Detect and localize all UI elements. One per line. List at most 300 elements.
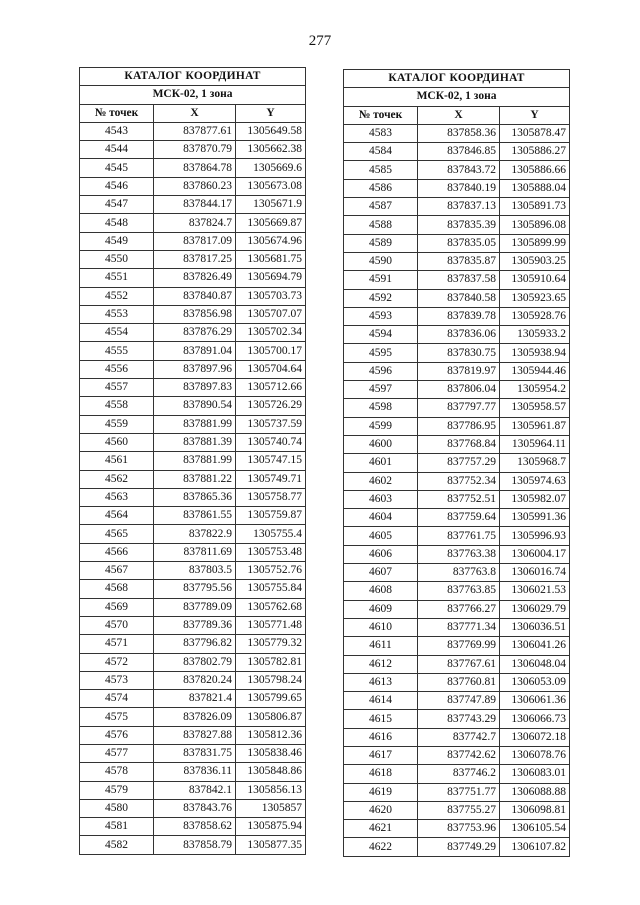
table-row <box>80 507 306 525</box>
table-row <box>80 415 306 433</box>
x-coordinate-cell: 837761.75 <box>418 527 500 545</box>
table-row <box>344 289 570 307</box>
table-row <box>344 527 570 545</box>
x-coordinate-cell: 837860.23 <box>154 177 236 195</box>
table-row <box>80 305 306 323</box>
y-coordinate-cell: 1305673.08 <box>236 177 306 195</box>
x-coordinate-cell: 837837.13 <box>418 198 500 216</box>
table-row <box>80 342 306 360</box>
y-coordinate-cell: 1305712.66 <box>236 379 306 397</box>
x-coordinate-cell: 837843.72 <box>418 161 500 179</box>
y-coordinate-cell: 1306072.18 <box>500 728 570 746</box>
x-coordinate-cell: 837755.27 <box>418 801 500 819</box>
table-row <box>344 161 570 179</box>
point-number-cell: 4569 <box>80 598 154 616</box>
x-coordinate-cell: 837797.77 <box>418 399 500 417</box>
x-coordinate-cell: 837858.36 <box>418 124 500 142</box>
table-row <box>80 781 306 799</box>
x-coordinate-cell: 837767.61 <box>418 655 500 673</box>
point-number-cell: 4567 <box>80 562 154 580</box>
point-number-cell: 4601 <box>344 454 418 472</box>
point-number-cell: 4578 <box>80 763 154 781</box>
point-number-cell: 4621 <box>344 820 418 838</box>
x-coordinate-cell: 837836.06 <box>418 326 500 344</box>
table-row <box>80 250 306 268</box>
table-row <box>80 690 306 708</box>
x-coordinate-cell: 837826.09 <box>154 708 236 726</box>
x-coordinate-cell: 837747.89 <box>418 692 500 710</box>
header-point-number: № точек <box>80 104 154 122</box>
x-coordinate-cell: 837844.17 <box>154 196 236 214</box>
point-number-cell: 4593 <box>344 307 418 325</box>
y-coordinate-cell: 1305747.15 <box>236 452 306 470</box>
x-coordinate-cell: 837795.56 <box>154 580 236 598</box>
table-row <box>80 653 306 671</box>
table-row <box>80 598 306 616</box>
point-number-cell: 4609 <box>344 600 418 618</box>
point-number-cell: 4572 <box>80 653 154 671</box>
x-coordinate-cell: 837753.96 <box>418 820 500 838</box>
point-number-cell: 4586 <box>344 179 418 197</box>
point-number-cell: 4583 <box>344 124 418 142</box>
y-coordinate-cell: 1305740.74 <box>236 433 306 451</box>
y-coordinate-cell: 1305669.6 <box>236 159 306 177</box>
table-row <box>80 324 306 342</box>
x-coordinate-cell: 837820.24 <box>154 671 236 689</box>
y-coordinate-cell: 1305681.75 <box>236 250 306 268</box>
x-coordinate-cell: 837846.85 <box>418 143 500 161</box>
table-row <box>80 708 306 726</box>
table-row <box>80 635 306 653</box>
y-coordinate-cell: 1305669.87 <box>236 214 306 232</box>
table-row <box>344 179 570 197</box>
x-coordinate-cell: 837759.64 <box>418 509 500 527</box>
point-number-cell: 4575 <box>80 708 154 726</box>
x-coordinate-cell: 837876.29 <box>154 324 236 342</box>
point-number-cell: 4618 <box>344 765 418 783</box>
table-row <box>344 216 570 234</box>
point-number-cell: 4585 <box>344 161 418 179</box>
y-coordinate-cell: 1305991.36 <box>500 509 570 527</box>
point-number-cell: 4560 <box>80 433 154 451</box>
point-number-cell: 4570 <box>80 616 154 634</box>
x-coordinate-cell: 837890.54 <box>154 397 236 415</box>
y-coordinate-cell: 1305759.87 <box>236 507 306 525</box>
point-number-cell: 4568 <box>80 580 154 598</box>
x-coordinate-cell: 837763.85 <box>418 582 500 600</box>
y-coordinate-cell: 1305857 <box>236 799 306 817</box>
table-row <box>344 435 570 453</box>
point-number-cell: 4613 <box>344 673 418 691</box>
table-row <box>80 269 306 287</box>
y-coordinate-cell: 1305933.2 <box>500 326 570 344</box>
x-coordinate-cell: 837840.58 <box>418 289 500 307</box>
point-number-cell: 4563 <box>80 488 154 506</box>
point-number-cell: 4581 <box>80 818 154 836</box>
table-row <box>344 472 570 490</box>
x-coordinate-cell: 837817.25 <box>154 250 236 268</box>
table-row <box>80 122 306 140</box>
y-coordinate-cell: 1305896.08 <box>500 216 570 234</box>
table-row <box>80 726 306 744</box>
point-number-cell: 4594 <box>344 326 418 344</box>
x-coordinate-cell: 837802.79 <box>154 653 236 671</box>
table-row <box>344 673 570 691</box>
y-coordinate-cell: 1305903.25 <box>500 252 570 270</box>
point-number-cell: 4573 <box>80 671 154 689</box>
header-x: X <box>418 106 500 124</box>
y-coordinate-cell: 1305758.77 <box>236 488 306 506</box>
table-row <box>344 692 570 710</box>
x-coordinate-cell: 837827.88 <box>154 726 236 744</box>
table-row <box>344 198 570 216</box>
table-row <box>80 287 306 305</box>
table-row <box>80 488 306 506</box>
y-coordinate-cell: 1305749.71 <box>236 470 306 488</box>
y-coordinate-cell: 1305910.64 <box>500 271 570 289</box>
x-coordinate-cell: 837817.09 <box>154 232 236 250</box>
point-number-cell: 4579 <box>80 781 154 799</box>
x-coordinate-cell: 837835.39 <box>418 216 500 234</box>
x-coordinate-cell: 837837.58 <box>418 271 500 289</box>
x-coordinate-cell: 837881.99 <box>154 415 236 433</box>
x-coordinate-cell: 837897.83 <box>154 379 236 397</box>
table-row <box>80 671 306 689</box>
table-row <box>344 746 570 764</box>
point-number-cell: 4552 <box>80 287 154 305</box>
point-number-cell: 4608 <box>344 582 418 600</box>
y-coordinate-cell: 1306061.36 <box>500 692 570 710</box>
point-number-cell: 4550 <box>80 250 154 268</box>
table-row <box>344 454 570 472</box>
y-coordinate-cell: 1306078.76 <box>500 746 570 764</box>
y-coordinate-cell: 1305964.11 <box>500 435 570 453</box>
point-number-cell: 4554 <box>80 324 154 342</box>
y-coordinate-cell: 1305649.58 <box>236 122 306 140</box>
x-coordinate-cell: 837763.38 <box>418 545 500 563</box>
x-coordinate-cell: 837751.77 <box>418 783 500 801</box>
point-number-cell: 4617 <box>344 746 418 764</box>
x-coordinate-cell: 837822.9 <box>154 525 236 543</box>
x-coordinate-cell: 837824.7 <box>154 214 236 232</box>
table-row <box>344 362 570 380</box>
point-number-cell: 4597 <box>344 381 418 399</box>
y-coordinate-cell: 1305752.76 <box>236 562 306 580</box>
table-row <box>80 214 306 232</box>
x-coordinate-cell: 837881.99 <box>154 452 236 470</box>
y-coordinate-cell: 1306041.26 <box>500 637 570 655</box>
table-row <box>344 417 570 435</box>
point-number-cell: 4602 <box>344 472 418 490</box>
point-number-cell: 4598 <box>344 399 418 417</box>
y-coordinate-cell: 1305779.32 <box>236 635 306 653</box>
y-coordinate-cell: 1306004.17 <box>500 545 570 563</box>
point-number-cell: 4544 <box>80 141 154 159</box>
x-coordinate-cell: 837742.62 <box>418 746 500 764</box>
table-row <box>344 143 570 161</box>
table-row <box>80 818 306 836</box>
point-number-cell: 4599 <box>344 417 418 435</box>
y-coordinate-cell: 1306036.51 <box>500 618 570 636</box>
table-row <box>344 399 570 417</box>
y-coordinate-cell: 1305958.57 <box>500 399 570 417</box>
y-coordinate-cell: 1305848.86 <box>236 763 306 781</box>
y-coordinate-cell: 1305899.99 <box>500 234 570 252</box>
x-coordinate-cell: 837858.62 <box>154 818 236 836</box>
table-row <box>80 196 306 214</box>
point-number-cell: 4590 <box>344 252 418 270</box>
table-row <box>344 381 570 399</box>
x-coordinate-cell: 837877.61 <box>154 122 236 140</box>
y-coordinate-cell: 1305928.76 <box>500 307 570 325</box>
table-row <box>344 509 570 527</box>
x-coordinate-cell: 837789.09 <box>154 598 236 616</box>
point-number-cell: 4553 <box>80 305 154 323</box>
point-number-cell: 4614 <box>344 692 418 710</box>
y-coordinate-cell: 1305694.79 <box>236 269 306 287</box>
table-row <box>344 124 570 142</box>
x-coordinate-cell: 837881.39 <box>154 433 236 451</box>
page-number: 277 <box>308 33 332 49</box>
x-coordinate-cell: 837768.84 <box>418 435 500 453</box>
table-row <box>344 582 570 600</box>
y-coordinate-cell: 1305856.13 <box>236 781 306 799</box>
table-row <box>80 470 306 488</box>
point-number-cell: 4605 <box>344 527 418 545</box>
table-row <box>80 379 306 397</box>
point-number-cell: 4612 <box>344 655 418 673</box>
y-coordinate-cell: 1306021.53 <box>500 582 570 600</box>
point-number-cell: 4596 <box>344 362 418 380</box>
y-coordinate-cell: 1305891.73 <box>500 198 570 216</box>
point-number-cell: 4561 <box>80 452 154 470</box>
y-coordinate-cell: 1305961.87 <box>500 417 570 435</box>
x-coordinate-cell: 837897.96 <box>154 360 236 378</box>
header-y: Y <box>236 104 306 122</box>
x-coordinate-cell: 837811.69 <box>154 543 236 561</box>
x-coordinate-cell: 837786.95 <box>418 417 500 435</box>
point-number-cell: 4547 <box>80 196 154 214</box>
catalog-title: КАТАЛОГ КООРДИНАТ <box>80 68 306 86</box>
table-row <box>80 397 306 415</box>
y-coordinate-cell: 1306066.73 <box>500 710 570 728</box>
y-coordinate-cell: 1306105.54 <box>500 820 570 838</box>
point-number-cell: 4564 <box>80 507 154 525</box>
x-coordinate-cell: 837831.75 <box>154 744 236 762</box>
header-point-number: № точек <box>344 106 418 124</box>
x-coordinate-cell: 837840.19 <box>418 179 500 197</box>
point-number-cell: 4588 <box>344 216 418 234</box>
y-coordinate-cell: 1305755.84 <box>236 580 306 598</box>
x-coordinate-cell: 837881.22 <box>154 470 236 488</box>
y-coordinate-cell: 1305704.64 <box>236 360 306 378</box>
point-number-cell: 4557 <box>80 379 154 397</box>
coordinate-catalog-table-left <box>79 67 306 855</box>
y-coordinate-cell: 1305806.87 <box>236 708 306 726</box>
y-coordinate-cell: 1305702.34 <box>236 324 306 342</box>
y-coordinate-cell: 1305798.24 <box>236 671 306 689</box>
x-coordinate-cell: 837842.1 <box>154 781 236 799</box>
y-coordinate-cell: 1305968.7 <box>500 454 570 472</box>
x-coordinate-cell: 837826.49 <box>154 269 236 287</box>
x-coordinate-cell: 837789.36 <box>154 616 236 634</box>
point-number-cell: 4619 <box>344 783 418 801</box>
y-coordinate-cell: 1305888.04 <box>500 179 570 197</box>
table-row <box>80 799 306 817</box>
y-coordinate-cell: 1305726.29 <box>236 397 306 415</box>
y-coordinate-cell: 1306016.74 <box>500 564 570 582</box>
table-body <box>344 124 570 856</box>
point-number-cell: 4565 <box>80 525 154 543</box>
y-coordinate-cell: 1305671.9 <box>236 196 306 214</box>
x-coordinate-cell: 837766.27 <box>418 600 500 618</box>
y-coordinate-cell: 1306053.09 <box>500 673 570 691</box>
y-coordinate-cell: 1306098.81 <box>500 801 570 819</box>
y-coordinate-cell: 1305838.46 <box>236 744 306 762</box>
table-row <box>344 728 570 746</box>
point-number-cell: 4566 <box>80 543 154 561</box>
x-coordinate-cell: 837763.8 <box>418 564 500 582</box>
table-row <box>80 836 306 854</box>
point-number-cell: 4558 <box>80 397 154 415</box>
table-row <box>344 838 570 856</box>
point-number-cell: 4584 <box>344 143 418 161</box>
y-coordinate-cell: 1305782.81 <box>236 653 306 671</box>
point-number-cell: 4592 <box>344 289 418 307</box>
point-number-cell: 4582 <box>80 836 154 854</box>
point-number-cell: 4600 <box>344 435 418 453</box>
y-coordinate-cell: 1306048.04 <box>500 655 570 673</box>
y-coordinate-cell: 1305755.4 <box>236 525 306 543</box>
x-coordinate-cell: 837743.29 <box>418 710 500 728</box>
table-row <box>344 783 570 801</box>
x-coordinate-cell: 837840.87 <box>154 287 236 305</box>
point-number-cell: 4548 <box>80 214 154 232</box>
y-coordinate-cell: 1305662.38 <box>236 141 306 159</box>
x-coordinate-cell: 837742.7 <box>418 728 500 746</box>
y-coordinate-cell: 1306107.82 <box>500 838 570 856</box>
y-coordinate-cell: 1306088.88 <box>500 783 570 801</box>
point-number-cell: 4571 <box>80 635 154 653</box>
y-coordinate-cell: 1305875.94 <box>236 818 306 836</box>
x-coordinate-cell: 837843.76 <box>154 799 236 817</box>
point-number-cell: 4595 <box>344 344 418 362</box>
y-coordinate-cell: 1305700.17 <box>236 342 306 360</box>
y-coordinate-cell: 1305674.96 <box>236 232 306 250</box>
point-number-cell: 4577 <box>80 744 154 762</box>
table-row <box>344 820 570 838</box>
point-number-cell: 4587 <box>344 198 418 216</box>
table-row <box>80 744 306 762</box>
y-coordinate-cell: 1305954.2 <box>500 381 570 399</box>
y-coordinate-cell: 1305923.65 <box>500 289 570 307</box>
x-coordinate-cell: 837856.98 <box>154 305 236 323</box>
table-row <box>80 616 306 634</box>
y-coordinate-cell: 1305996.93 <box>500 527 570 545</box>
x-coordinate-cell: 837757.29 <box>418 454 500 472</box>
x-coordinate-cell: 837835.05 <box>418 234 500 252</box>
x-coordinate-cell: 837891.04 <box>154 342 236 360</box>
point-number-cell: 4549 <box>80 232 154 250</box>
point-number-cell: 4620 <box>344 801 418 819</box>
table-row <box>80 525 306 543</box>
x-coordinate-cell: 837760.81 <box>418 673 500 691</box>
y-coordinate-cell: 1305938.94 <box>500 344 570 362</box>
table-row <box>344 271 570 289</box>
x-coordinate-cell: 837819.97 <box>418 362 500 380</box>
point-number-cell: 4574 <box>80 690 154 708</box>
y-coordinate-cell: 1305886.27 <box>500 143 570 161</box>
table-row <box>344 710 570 728</box>
table-row <box>344 545 570 563</box>
table-row <box>80 763 306 781</box>
y-coordinate-cell: 1305703.73 <box>236 287 306 305</box>
y-coordinate-cell: 1305877.35 <box>236 836 306 854</box>
x-coordinate-cell: 837796.82 <box>154 635 236 653</box>
x-coordinate-cell: 837769.99 <box>418 637 500 655</box>
x-coordinate-cell: 837864.78 <box>154 159 236 177</box>
table-row <box>80 177 306 195</box>
point-number-cell: 4580 <box>80 799 154 817</box>
table-row <box>80 543 306 561</box>
y-coordinate-cell: 1305799.65 <box>236 690 306 708</box>
point-number-cell: 4610 <box>344 618 418 636</box>
point-number-cell: 4603 <box>344 490 418 508</box>
coordinate-system-subtitle: МСК-02, 1 зона <box>344 88 570 106</box>
table-row <box>80 141 306 159</box>
x-coordinate-cell: 837836.11 <box>154 763 236 781</box>
table-row <box>344 344 570 362</box>
point-number-cell: 4576 <box>80 726 154 744</box>
point-number-cell: 4622 <box>344 838 418 856</box>
table-row <box>80 580 306 598</box>
coordinate-catalog-table-right <box>343 69 570 857</box>
table-row <box>344 234 570 252</box>
table-row <box>344 618 570 636</box>
table-row <box>344 564 570 582</box>
y-coordinate-cell: 1305707.07 <box>236 305 306 323</box>
point-number-cell: 4615 <box>344 710 418 728</box>
x-coordinate-cell: 837861.55 <box>154 507 236 525</box>
table-row <box>80 452 306 470</box>
y-coordinate-cell: 1305737.59 <box>236 415 306 433</box>
point-number-cell: 4543 <box>80 122 154 140</box>
y-coordinate-cell: 1306029.79 <box>500 600 570 618</box>
table-row <box>80 159 306 177</box>
x-coordinate-cell: 837749.29 <box>418 838 500 856</box>
y-coordinate-cell: 1306083.01 <box>500 765 570 783</box>
x-coordinate-cell: 837839.78 <box>418 307 500 325</box>
header-y: Y <box>500 106 570 124</box>
y-coordinate-cell: 1305762.68 <box>236 598 306 616</box>
point-number-cell: 4591 <box>344 271 418 289</box>
table-row <box>344 765 570 783</box>
point-number-cell: 4589 <box>344 234 418 252</box>
coordinate-system-subtitle: МСК-02, 1 зона <box>80 86 306 104</box>
x-coordinate-cell: 837771.34 <box>418 618 500 636</box>
x-coordinate-cell: 837752.51 <box>418 490 500 508</box>
y-coordinate-cell: 1305771.48 <box>236 616 306 634</box>
table-row <box>80 360 306 378</box>
point-number-cell: 4556 <box>80 360 154 378</box>
x-coordinate-cell: 837821.4 <box>154 690 236 708</box>
y-coordinate-cell: 1305878.47 <box>500 124 570 142</box>
y-coordinate-cell: 1305812.36 <box>236 726 306 744</box>
x-coordinate-cell: 837858.79 <box>154 836 236 854</box>
table-row <box>80 562 306 580</box>
catalog-title: КАТАЛОГ КООРДИНАТ <box>344 70 570 88</box>
point-number-cell: 4604 <box>344 509 418 527</box>
